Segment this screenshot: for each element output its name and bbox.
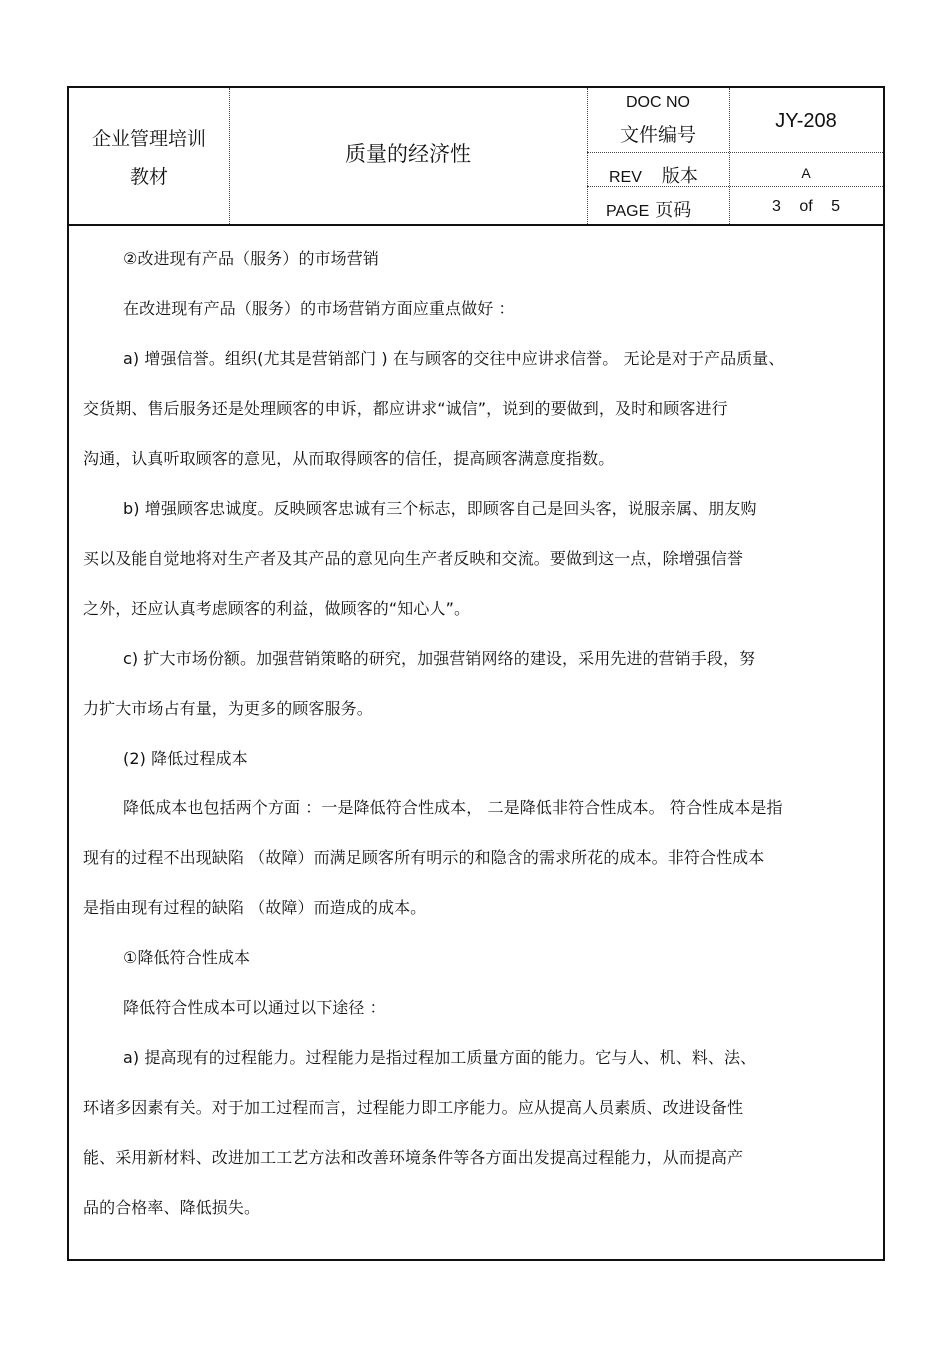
- page-label: [606, 196, 691, 222]
- body-line: ①降低符合性成本: [123, 948, 251, 967]
- body-line: a) 提高现有的过程能力。过程能力是指过程加工质量方面的能力。它与人、机、料、法、: [123, 1048, 757, 1067]
- org-label: [69, 120, 229, 196]
- rev-label-en: REV: [609, 169, 642, 186]
- body-line: 品的合格率、降低损失。: [83, 1198, 261, 1217]
- doc-no-value: JY-208: [775, 110, 837, 132]
- org-label-line1: 企业管理培训: [91, 128, 206, 150]
- body-line: ②改进现有产品（服务）的市场营销: [123, 249, 379, 268]
- body-line: 之外，还应认真考虑顾客的利益，做顾客的“知心人”。: [83, 599, 471, 618]
- document-frame: [67, 86, 885, 1261]
- body-line: 力扩大市场占有量，为更多的顾客服务。: [83, 699, 373, 718]
- rev-value: A: [801, 165, 811, 181]
- document-title: 质量的经济性: [345, 142, 471, 166]
- org-label-line2: 教材: [129, 166, 168, 188]
- rev-label-cn: 版本: [661, 166, 698, 187]
- document-header: [69, 88, 883, 226]
- page-value: 3 of 5: [771, 198, 841, 215]
- body-line: c) 扩大市场份额。加强营销策略的研究，加强营销网络的建设，采用先进的营销手段，努: [123, 649, 756, 668]
- body-line: 能、采用新材料、改进加工工艺方法和改善环境条件等各方面出发提高过程能力，从而提高产: [83, 1148, 744, 1167]
- page-label-en: PAGE: [606, 203, 650, 220]
- doc-no-label-cn: 文件编号: [619, 124, 696, 146]
- header-row-divider: [587, 152, 883, 153]
- rev-label: [609, 162, 698, 188]
- body-line: 交货期、售后服务还是处理顾客的申诉，都应讲求“诚信”，说到的要做到，及时和顾客进行: [83, 399, 728, 418]
- body-line: 买以及能自觉地将对生产者及其产品的意见向生产者反映和交流。要做到这一点，除增强信誉: [83, 549, 744, 568]
- body-line: 沟通，认真听取顾客的意见，从而取得顾客的信任，提高顾客满意度指数。: [83, 449, 615, 468]
- body-line: a) 增强信誉。组织(尤其是营销部门 ) 在与顾客的交往中应讲求信誉。 无论是对于产品质量、: [123, 349, 785, 368]
- body-line: 降低成本也包括两个方面 ：一是降低符合性成本， 二是降低非符合性成本。 符合性成本是指: [123, 798, 783, 817]
- page-label-cn: 页码: [655, 200, 692, 221]
- body-line: 是指由现有过程的缺陷 （故障）而造成的成本。: [83, 898, 427, 917]
- body-line: b) 增强顾客忠诚度。反映顾客忠诚有三个标志，即顾客自己是回头客，说服亲属、朋友购: [123, 499, 757, 518]
- body-line: 降低符合性成本可以通过以下途径 ：: [123, 998, 386, 1017]
- body-line: 现有的过程不出现缺陷 （故障）而满足顾客所有明示的和隐含的需求所花的成本。非符合性成本: [83, 848, 765, 867]
- body-line: 环诸多因素有关。对于加工过程而言，过程能力即工序能力。应从提高人员素质、改进设备性: [83, 1098, 744, 1117]
- doc-no-label-en: DOC NO: [626, 94, 690, 111]
- body-line: 在改进现有产品（服务）的市场营销方面应重点做好 ：: [123, 299, 515, 318]
- body-line: (2) 降低过程成本: [123, 749, 248, 768]
